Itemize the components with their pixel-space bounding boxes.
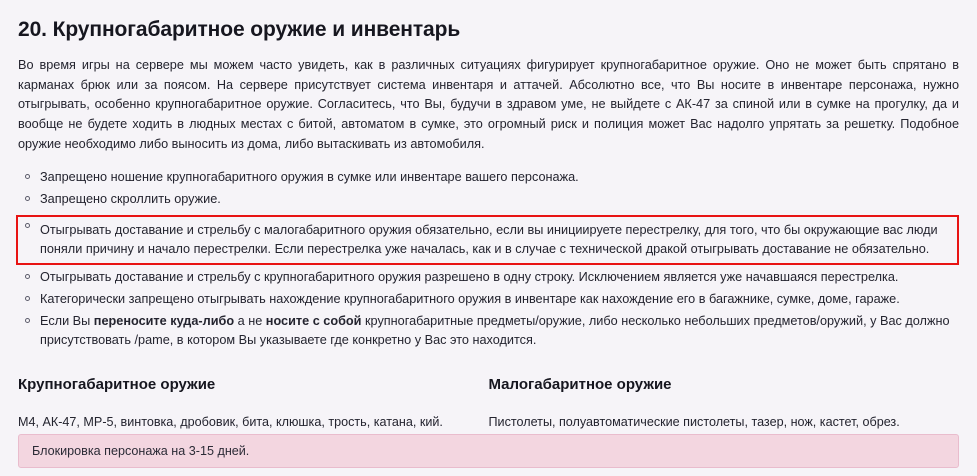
bullet-icon [25,223,30,228]
weapon-categories [18,376,959,429]
category-title: Малогабаритное оружие [488,375,672,393]
bullet-icon [25,196,30,201]
penalty-notice: Блокировка персонажа на 3-15 дней. [18,434,959,468]
category-small-weapons [489,376,960,429]
rule-text-emphasis: переносите куда-либо [93,313,235,328]
rule-text-emphasis: носите с собой [265,313,362,328]
rule-text: Запрещено скроллить оружие. [40,192,221,207]
rules-list [18,168,959,349]
rule-text: Отыгрывать доставание и стрельбу с крупногабаритного оружия разрешено в одну строку. Исключением является уже начавшаяся перестрелка. [40,269,899,284]
bullet-icon [25,274,30,279]
bullet-icon [25,318,30,323]
page-title: 20. Крупногабаритное оружие и инвентарь [18,18,461,41]
rule-text: Категорически запрещено отыгрывать нахождение крупногабаритного оружия в инвентаре как нахождение его в багажнике, сумке, доме, гараже. [40,291,900,306]
list-item [18,312,959,350]
rule-text-part: Если Вы [40,313,94,328]
bullet-icon [25,296,30,301]
category-title: Крупногабаритное оружие [18,375,216,393]
list-item [18,290,959,309]
rule-text-part: а не [234,313,266,328]
bullet-icon [25,174,30,179]
category-body: Пистолеты, полуавтоматические пистолеты, тазер, нож, кастет, обрез. [488,414,900,429]
list-item [18,190,959,209]
intro-paragraph: Во время игры на сервере мы можем часто увидеть, как в различных ситуациях фигурирует крупногабаритное оружие. Оно не может быть спрятано в карманах брюк или за поясом. На сервере присутствует система инвентаря и аттачей. Абсолютно все, что Вы носите в инвентаре персонажа, нужно отыгрывать, особенно крупногабаритное оружие. Согласитесь, что Вы, будучи в здравом уме, не выйдете с АК-47 за спиной или в сумке на прогулку, да и вообще не будете ходить в людных местах с битой, автоматом в сумке, это огромный риск и полиция может Вас надолго упрятать за решетку. Подобное оружие необходимо либо выносить из дома, либо вытаскивать из автомобиля. [18,58,959,151]
list-item [18,268,959,287]
rule-text-rich [40,314,950,347]
rule-text-part: крупногабаритные предметы/оружие, либо несколько небольших предметов/оружий, у Вас должно присутствовать /pame, в котором Вы указываете где конкретно у Вас это находится. [40,313,950,347]
category-large-weapons [18,376,489,429]
rule-text: Запрещено ношение крупногабаритного оружия в сумке или инвентаре вашего персонажа. [40,170,579,185]
list-item-highlighted [16,215,959,265]
rule-text: Отыгрывать доставание и стрельбу с малогабаритного оружия обязательно, если вы инициируете перестрелку, для того, что бы окружающие вас люди поняли причину и начало перестрелки. Если перестрелка уже началась, как и в случае с технической дракой отыгрывать доставание не обязательно. [40,222,938,256]
list-item [18,168,959,187]
category-body: M4, АК-47, MP-5, винтовка, дробовик, бита, клюшка, трость, катана, кий. [18,414,443,429]
